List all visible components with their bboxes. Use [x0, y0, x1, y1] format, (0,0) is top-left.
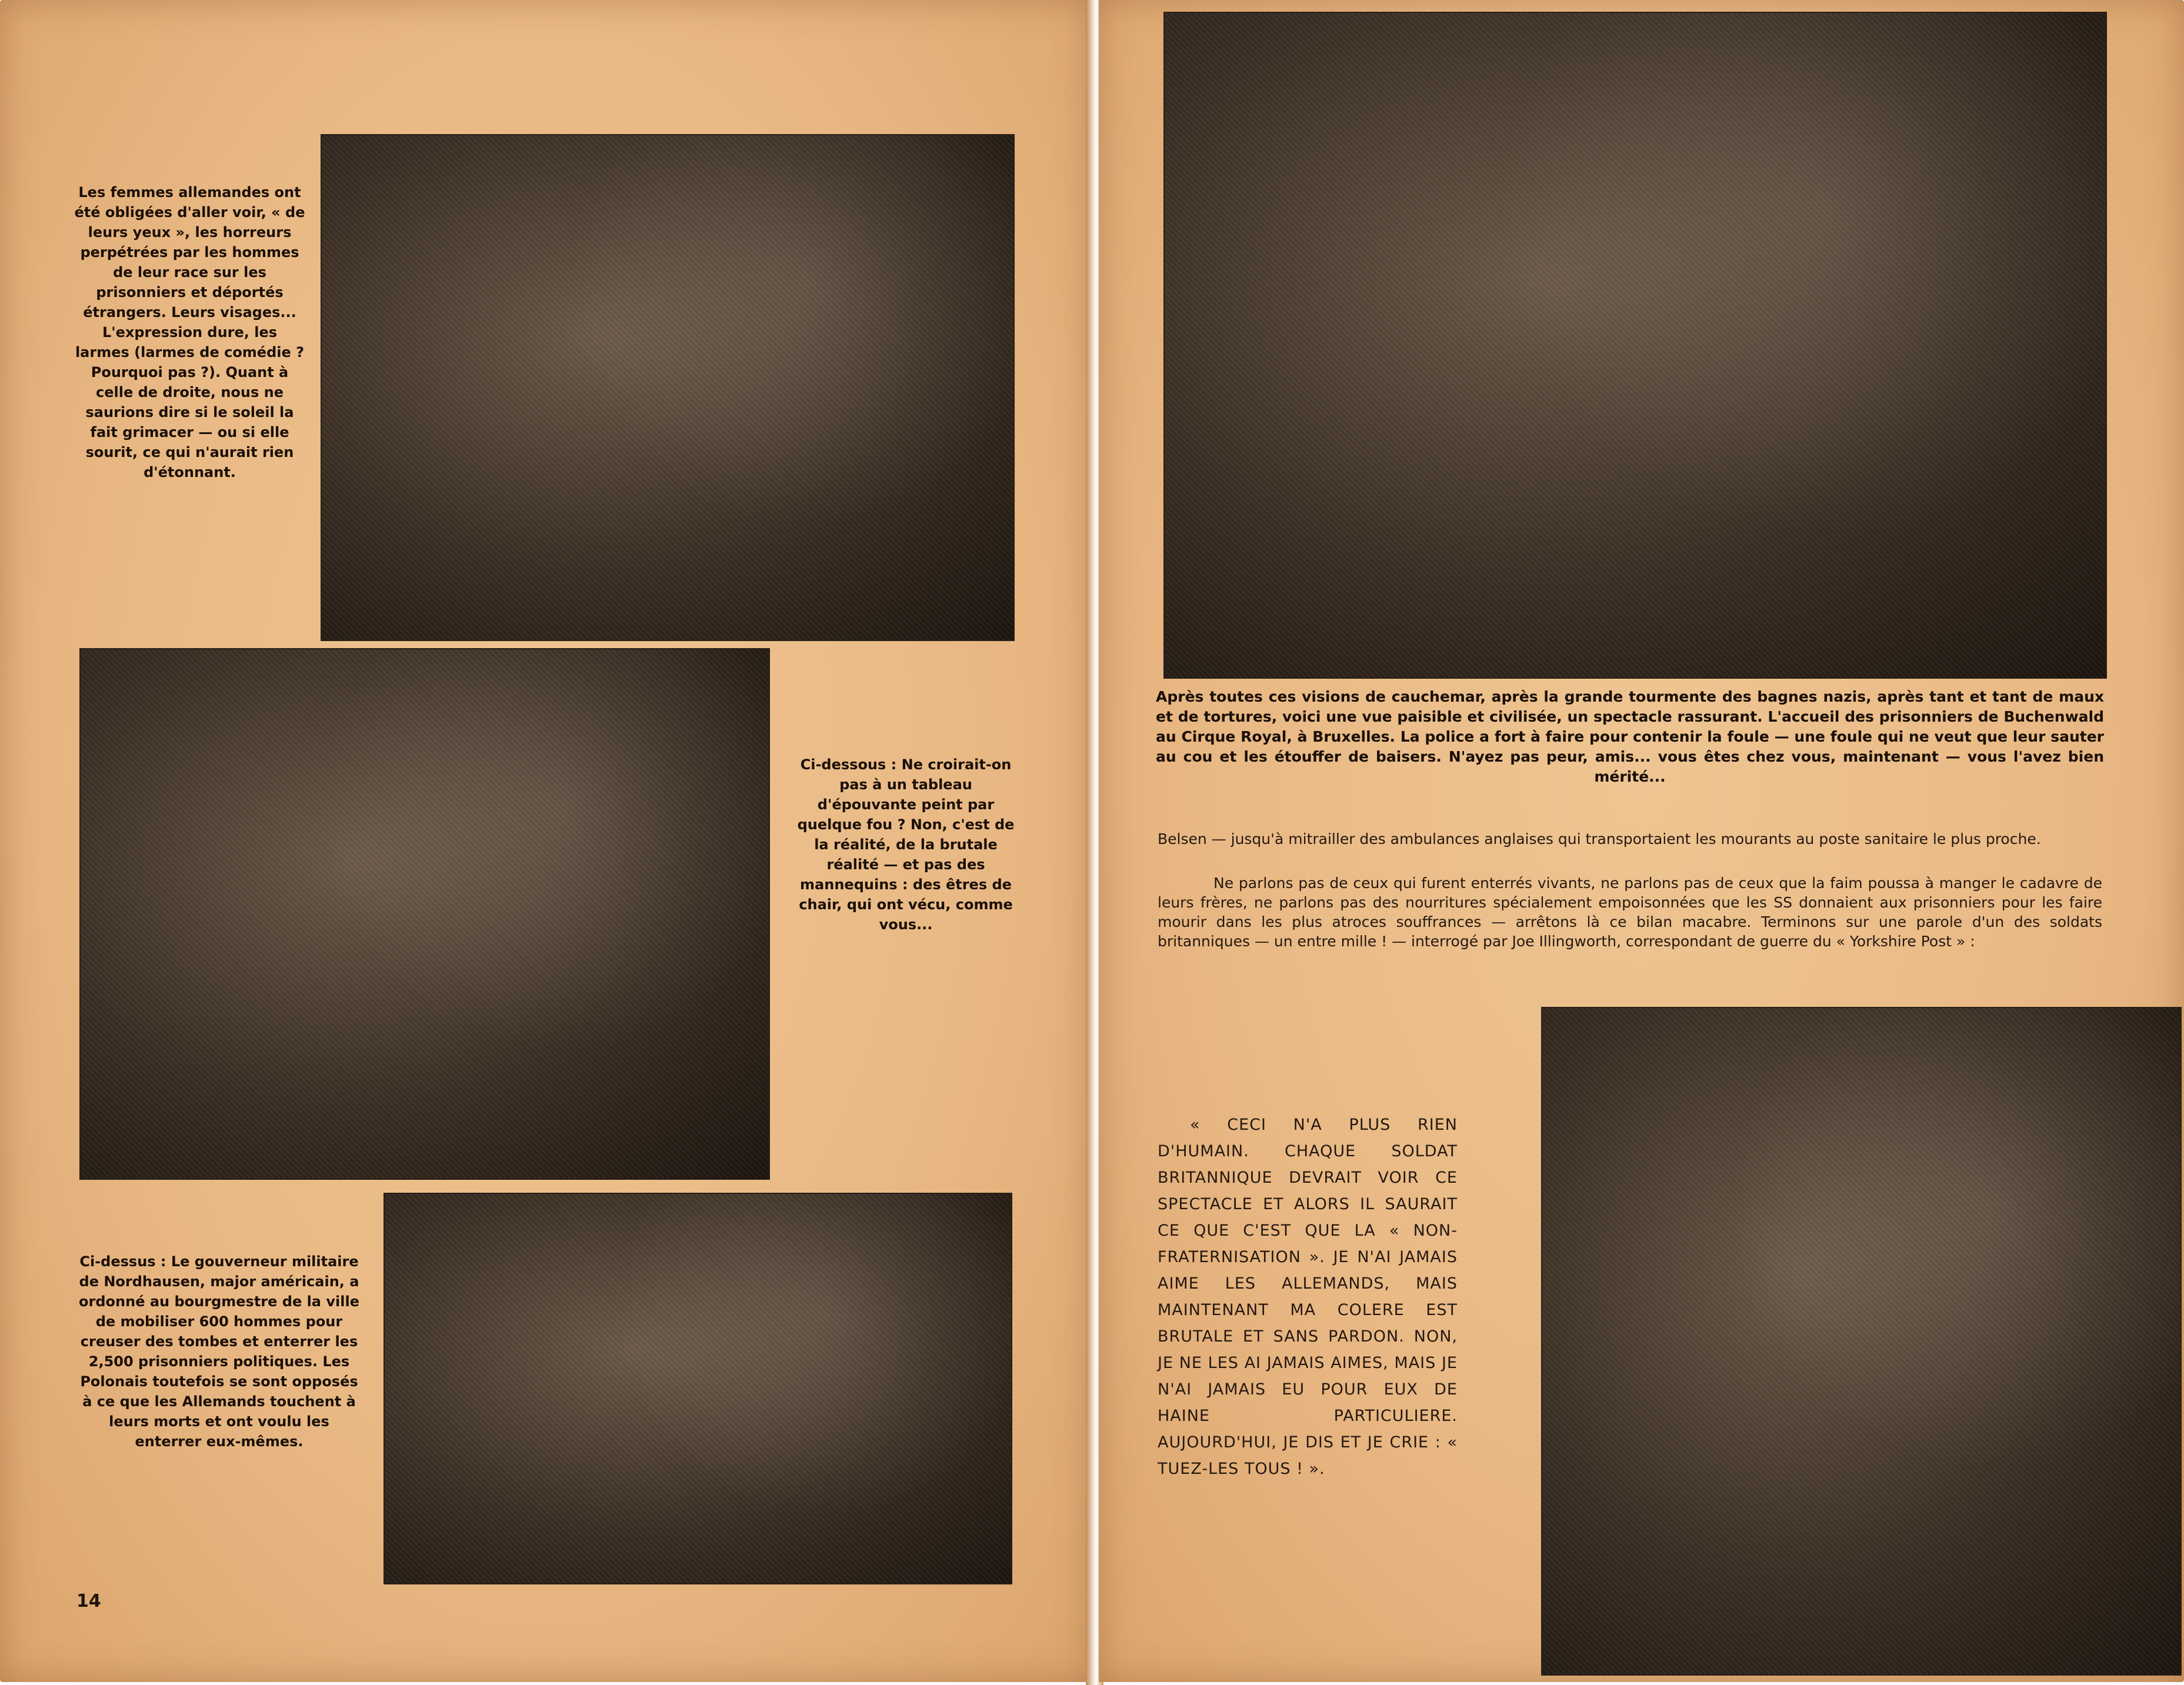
caption-grave: Ci-dessous : Ne croirait-on pas à un tableau d'épouvante peint par quelque fou ? Non, c'est de la réalité, de la brutale réalité — et pas des mannequins : des êtres de chair, qui ont vécu, comme vous...	[797, 756, 1015, 933]
left-page	[0, 0, 1091, 1682]
photo-freed-prisoners	[1541, 1007, 2182, 1676]
caption-crowd: Après toutes ces visions de cauchemar, après la grande tourmente des bagnes nazis, après tant et tant de maux et de tortures, voici une vue paisible et civilisée, un spectacle rassurant. L'accueil des prisonniers de Buchenwald au Cirque Royal, à Bruxelles. La police a fort à faire pour contenir la foule — une foule qui ne veut que leur sauter au cou et les étouffer de baisers. N'ayez pas peur, amis... vous êtes chez vous, maintenant — vous l'avez bien mérité...	[1156, 688, 2104, 785]
photo-grave-digging	[79, 648, 770, 1180]
photo-german-women	[321, 134, 1015, 641]
paragraph-belsen: Belsen — jusqu'à mitrailler des ambulances anglaises qui transportaient les mourants au poste sanitaire le plus proche.	[1158, 830, 2041, 847]
right-page	[1099, 0, 2184, 1682]
paragraph-testimony: Ne parlons pas de ceux qui furent enterrés vivants, ne parlons pas de ceux que la faim poussa à manger le cadavre de leurs frères, ne parlons pas des nourritures spécialement empoisonnées que les SS donnaient aux prisonniers pour les faire mourir dans les plus atroces souffrances — arrêtons là ce bilan macabre. Terminons sur une parole d'un des soldats britanniques — un entre mille ! — interrogé par Joe Illingworth, correspondant de guerre du « Yorkshire Post » :	[1158, 875, 2102, 950]
caption-german-women: Les femmes allemandes ont été obligées d'aller voir, « de leurs yeux », les horreurs perpétrées par les hommes de leur race sur les prisonniers et déportés étrangers. Leurs visages... L'expression dure, les larmes (larmes de comédie ? Pourquoi pas ?). Quant à celle de droite, nous ne saurions dire si le soleil la fait grimacer — ou si elle sourit, ce qui n'aurait rien d'étonnant.	[74, 184, 305, 481]
soldier-quote: « CECI N'A PLUS RIEN D'HUMAIN. CHAQUE SOLDAT BRITANNIQUE DEVRAIT VOIR CE SPECTACLE ET ALORS IL SAURAIT CE QUE C'EST QUE LA « NON-FRATERNISATION ». JE N'AI JAMAIS AIME LES ALLEMANDS, MAIS MAINTENANT MA COLERE EST BRUTALE ET SANS PARDON. NON, JE NE LES AI JAMAIS AIMES, MAIS JE N'AI JAMAIS EU POUR EUX DE HAINE PARTICULIERE. AUJOURD'HUI, JE DIS ET JE CRIE : « TUEZ-LES TOUS ! ».	[1158, 1116, 1458, 1478]
photo-nordhausen-bodies	[384, 1193, 1012, 1584]
caption-nordhausen: Ci-dessus : Le gouverneur militaire de Nordhausen, major américain, a ordonné au bourgmestre de la ville de mobiliser 600 hommes pour creuser des tombes et enterrer les 2,500 prisonniers politiques. Les Polonais toutefois se sont opposés à ce que les Allemands touchent à leurs morts et ont voulu les enterrer eux-mêmes.	[79, 1253, 359, 1450]
photo-brussels-crowd	[1163, 12, 2107, 679]
page-number: 14	[76, 1591, 101, 1611]
